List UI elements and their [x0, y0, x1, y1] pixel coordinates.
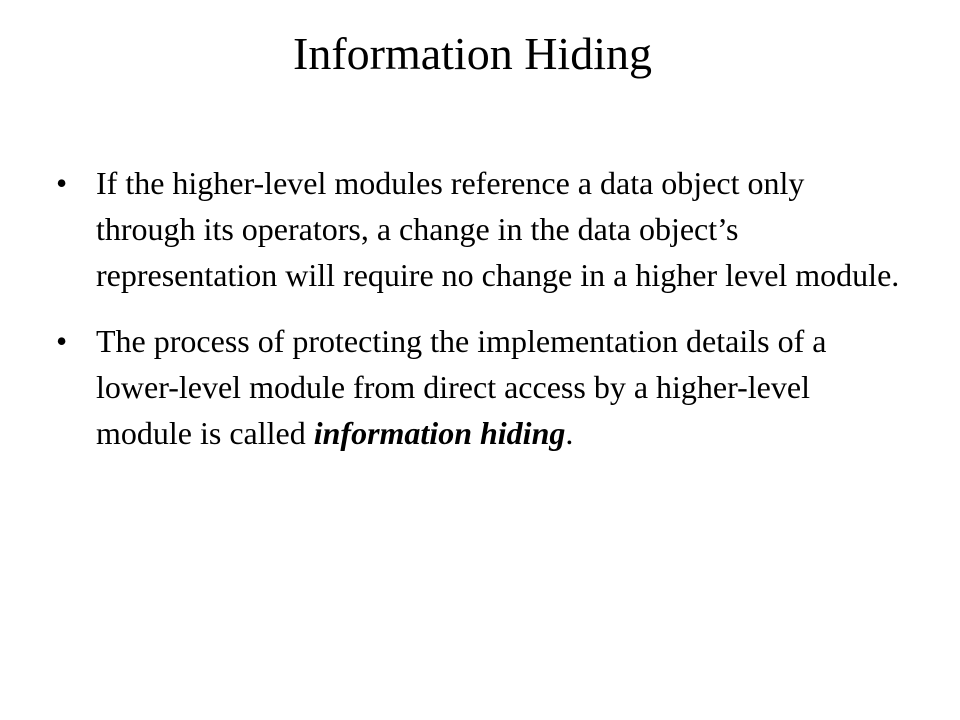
- bullet-text-lead: The process of protecting the implementation details of a lower-level module from direct access by a higher-level module is called: [96, 323, 827, 451]
- bullet-item: [0, 160, 960, 298]
- emphasized-term: information hiding: [313, 415, 566, 451]
- bullet-dot-icon: •: [56, 323, 68, 359]
- bullet-dot-icon: •: [56, 165, 68, 201]
- bullet-text-tail: .: [565, 415, 574, 451]
- bullet-text: [96, 323, 826, 451]
- bullet-item: [0, 318, 960, 456]
- slide-title: Information Hiding: [293, 28, 652, 79]
- bullet-list: [0, 160, 960, 476]
- bullet-text: If the higher-level modules reference a data object only through its operators, a change in the data object’s representation will require no change in a higher level module.: [96, 165, 900, 293]
